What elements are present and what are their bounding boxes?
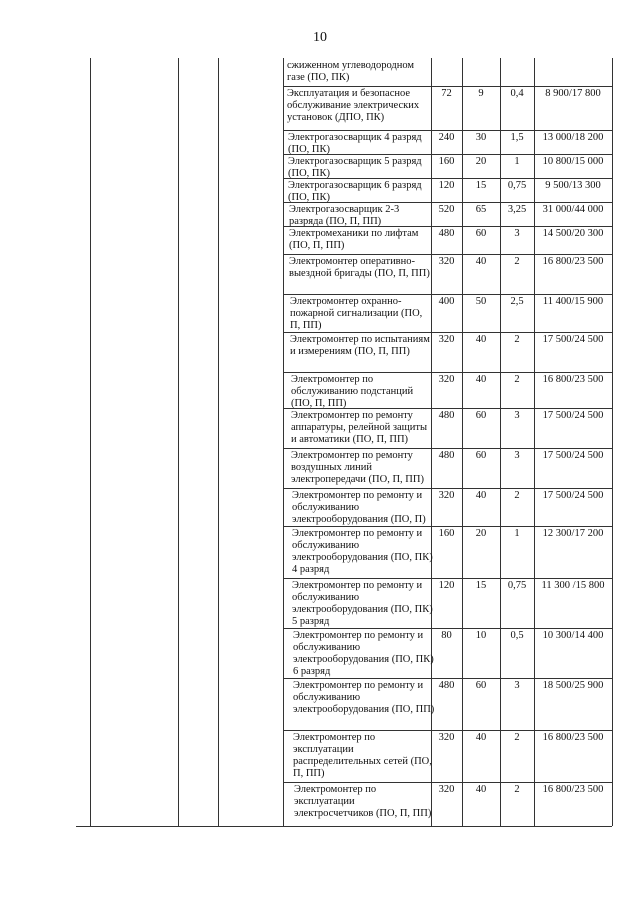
- cost-value: 8 900/17 800: [545, 88, 601, 99]
- months-value: 2: [514, 490, 520, 501]
- months-value: 3: [514, 410, 520, 421]
- months-value: 1: [514, 156, 520, 167]
- hours-value: 480: [438, 680, 455, 691]
- table-column-border: [218, 58, 219, 826]
- table-column-border: [90, 58, 91, 826]
- hours-value: 120: [438, 180, 455, 191]
- table-row-border: [283, 488, 612, 489]
- cost-value: 11 400/15 900: [542, 296, 604, 307]
- table-column-border: [534, 58, 535, 826]
- table-row-border: [283, 86, 612, 87]
- months-value: 2: [514, 256, 520, 267]
- table-row-border: [283, 178, 612, 179]
- hours-value: 120: [438, 580, 455, 591]
- days-value: 40: [475, 490, 487, 501]
- table-column-border: [283, 58, 284, 826]
- profession-name: Эксплуатация и безопасное обслуживание электрических установок (ДПО, ПК): [287, 88, 420, 123]
- table-row-border: [283, 332, 612, 333]
- hours-value: 320: [438, 732, 455, 743]
- profession-name: Электромонтер по ремонту и обслуживанию электрооборудования (ПО, ПК) 5 разряд: [292, 580, 433, 627]
- months-value: 2: [514, 732, 520, 743]
- cost-value: 16 800/23 500: [542, 732, 604, 743]
- hours-value: 400: [438, 296, 455, 307]
- profession-name: Электрогазосварщик 2-3 разряда (ПО, П, ПП): [289, 204, 400, 226]
- cost-value: 16 800/23 500: [542, 256, 604, 267]
- months-value: 3: [514, 680, 520, 691]
- hours-value: 480: [438, 410, 455, 421]
- cost-value: 17 500/24 500: [542, 490, 604, 501]
- cost-value: 14 500/20 300: [542, 228, 604, 239]
- hours-value: 320: [438, 256, 455, 267]
- table-column-border: [612, 58, 613, 826]
- profession-name: Электрогазосварщик 4 разряд (ПО, ПК): [288, 132, 422, 154]
- days-value: 65: [475, 204, 487, 215]
- hours-value: 320: [438, 784, 455, 795]
- profession-name: Электрогазосварщик 5 разряд (ПО, ПК): [288, 156, 422, 178]
- table-column-border: [500, 58, 501, 826]
- profession-name: Электромонтер охранно-пожарной сигнализации (ПО, П, ПП): [290, 296, 423, 331]
- page-number: 10: [313, 30, 327, 45]
- profession-name: Электромонтер по ремонту и обслуживанию электрооборудования (ПО, П): [292, 490, 426, 525]
- table-row-border: [283, 448, 612, 449]
- months-value: 0,75: [507, 180, 527, 191]
- table-column-border: [462, 58, 463, 826]
- hours-value: 320: [438, 374, 455, 385]
- profession-name: Электрогазосварщик 6 разряд (ПО, ПК): [288, 180, 422, 202]
- days-value: 40: [475, 784, 487, 795]
- profession-name: Электромонтер оперативно-выездной бригады (ПО, П, ПП): [289, 256, 430, 279]
- hours-value: 320: [438, 490, 455, 501]
- table-row-border: [283, 628, 612, 629]
- cost-value: 31 000/44 000: [542, 204, 604, 215]
- cost-value: 18 500/25 900: [542, 680, 604, 691]
- days-value: 40: [475, 374, 487, 385]
- months-value: 0,4: [510, 88, 524, 99]
- days-value: 10: [475, 630, 487, 641]
- months-value: 2: [514, 334, 520, 345]
- days-value: 60: [475, 410, 487, 421]
- cost-value: 17 500/24 500: [542, 450, 604, 461]
- months-value: 1,5: [510, 132, 524, 143]
- profession-name: Электромеханики по лифтам (ПО, П, ПП): [289, 228, 419, 251]
- days-value: 60: [475, 680, 487, 691]
- profession-name: Электромонтер по ремонту и обслуживанию электрооборудования (ПО, ПК) 6 разряд: [293, 630, 434, 677]
- days-value: 20: [475, 528, 487, 539]
- table-row-border: [283, 526, 612, 527]
- days-value: 40: [475, 256, 487, 267]
- table-row-border: [283, 202, 612, 203]
- hours-value: 240: [438, 132, 455, 143]
- months-value: 2: [514, 374, 520, 385]
- table-column-border: [178, 58, 179, 826]
- hours-value: 72: [441, 88, 452, 99]
- table-row-border: [283, 154, 612, 155]
- hours-value: 480: [438, 450, 455, 461]
- profession-name: Электромонтер по ремонту воздушных линий электропередачи (ПО, П, ПП): [291, 450, 424, 485]
- hours-value: 520: [438, 204, 455, 215]
- profession-name: Электромонтер по эксплуатации электросчетчиков (ПО, П, ПП): [294, 784, 432, 819]
- days-value: 60: [475, 450, 487, 461]
- table-row-border: [283, 372, 612, 373]
- cost-value: 16 800/23 500: [542, 374, 604, 385]
- months-value: 3: [514, 450, 520, 461]
- cost-value: 17 500/24 500: [542, 334, 604, 345]
- hours-value: 320: [438, 334, 455, 345]
- hours-value: 80: [441, 630, 452, 641]
- cost-value: 13 000/18 200: [542, 132, 604, 143]
- days-value: 15: [475, 580, 487, 591]
- months-value: 0,5: [510, 630, 524, 641]
- table-row-border: [283, 730, 612, 731]
- days-value: 40: [475, 334, 487, 345]
- table-row-border: [283, 678, 612, 679]
- cost-value: 11 300 /15 800: [541, 580, 605, 591]
- table-row-border: [283, 294, 612, 295]
- days-value: 50: [475, 296, 487, 307]
- table-row-border: [283, 578, 612, 579]
- cost-value: 10 300/14 400: [542, 630, 604, 641]
- profession-name: Электромонтер по эксплуатации распределительных сетей (ПО, П, ПП): [293, 732, 432, 779]
- cost-value: 9 500/13 300: [545, 180, 601, 191]
- profession-name: Электромонтер по ремонту и обслуживанию электрооборудования (ПО, ПК) 4 разряд: [292, 528, 433, 575]
- table-row-border: [283, 782, 612, 783]
- months-value: 1: [514, 528, 520, 539]
- months-value: 3,25: [507, 204, 527, 215]
- table-row-border: [283, 408, 612, 409]
- months-value: 0,75: [507, 580, 527, 591]
- months-value: 3: [514, 228, 520, 239]
- hours-value: 160: [438, 156, 455, 167]
- profession-name: Электромонтер по ремонту аппаратуры, релейной защиты и автоматики (ПО, П, ПП): [291, 410, 428, 445]
- months-value: 2: [514, 784, 520, 795]
- days-value: 9: [478, 88, 484, 99]
- cost-value: 16 800/23 500: [542, 784, 604, 795]
- cost-value: 10 800/15 000: [542, 156, 604, 167]
- days-value: 15: [475, 180, 487, 191]
- hours-value: 480: [438, 228, 455, 239]
- table-row-border: [283, 130, 612, 131]
- table-bottom-border: [76, 826, 612, 827]
- cost-value: 17 500/24 500: [542, 410, 604, 421]
- days-value: 60: [475, 228, 487, 239]
- days-value: 20: [475, 156, 487, 167]
- days-value: 30: [475, 132, 487, 143]
- profession-name: сжиженном углеводородном газе (ПО, ПК): [287, 60, 415, 83]
- table-row-border: [283, 226, 612, 227]
- table-row-border: [283, 254, 612, 255]
- cost-value: 12 300/17 200: [542, 528, 604, 539]
- days-value: 40: [475, 732, 487, 743]
- months-value: 2,5: [510, 296, 524, 307]
- profession-name: Электромонтер по ремонту и обслуживанию электрооборудования (ПО, ПП): [293, 680, 435, 715]
- hours-value: 160: [438, 528, 455, 539]
- profession-name: Электромонтер по обслуживанию подстанций (ПО, П, ПП): [291, 374, 414, 408]
- profession-name: Электромонтер по испытаниям и измерениям (ПО, П, ПП): [290, 334, 430, 357]
